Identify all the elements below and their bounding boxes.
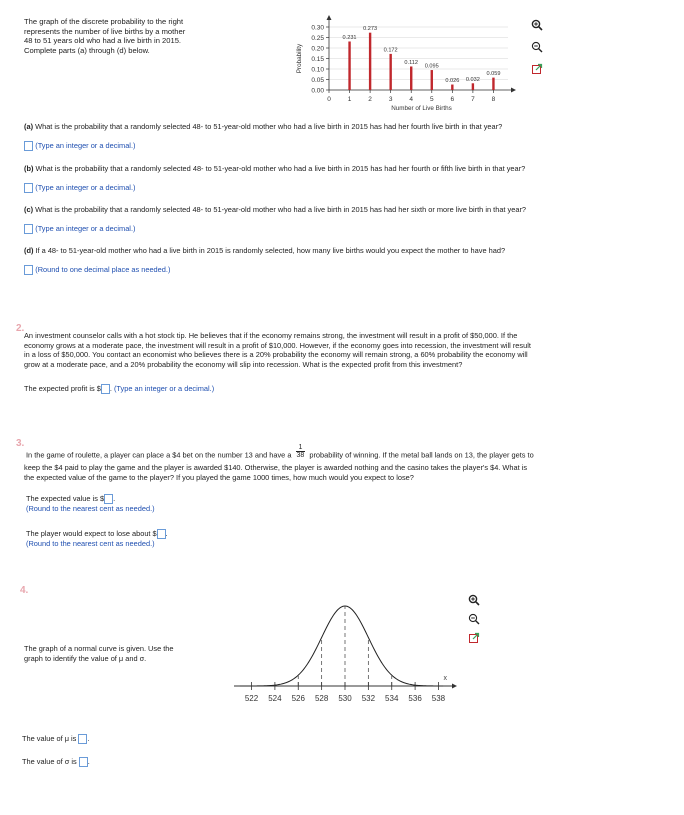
x-tick-label: 3 [388, 96, 393, 103]
part-c-answer-box[interactable] [24, 224, 33, 234]
x-tick-label: 538 [431, 694, 446, 703]
q2-hint: (Type an integer or a decimal.) [113, 384, 215, 393]
bar [451, 85, 453, 90]
q3-first-line [24, 440, 669, 460]
x-tick-label: 526 [291, 694, 305, 703]
q1-intro-line: Complete parts (a) through (d) below. [24, 45, 150, 55]
x-axis-label: Number of Live Births [391, 105, 452, 112]
q3-text-line: the expected value of the game to the player? If you played the game 1000 times, how much would you expect to lose? [24, 472, 414, 482]
q1-intro [24, 17, 244, 55]
part-b-answer-box[interactable] [24, 183, 33, 193]
q1-intro-line: The graph of the discrete probability to the right [24, 17, 184, 26]
q3-number-badge: 3. [16, 438, 25, 449]
q1-intro-line: represents the number of live births by a mother [24, 26, 186, 36]
bar [348, 41, 350, 90]
y-tick-label: 0.20 [311, 45, 324, 53]
x-tick-label: 7 [471, 96, 475, 103]
x-tick-label: 534 [385, 694, 399, 703]
x-tick-label: 6 [450, 96, 455, 103]
part-a-answer-box[interactable] [24, 141, 33, 151]
mu-row: The value of μ is . [22, 734, 90, 743]
sigma-row: The value of σ is . [22, 757, 90, 766]
x-tick-label: 528 [314, 694, 329, 703]
y-tick-label: 0.25 [311, 35, 324, 42]
bar-data-label: 0.032 [465, 76, 480, 83]
part-d-answer-box[interactable] [24, 265, 33, 275]
part-b-hint: (Type an integer or a decimal.) [35, 183, 136, 193]
bar-data-label: 0.172 [383, 47, 398, 54]
fraction-denominator: 38 [296, 452, 305, 459]
discrete-probability-chart [292, 14, 527, 114]
part-question: (a) What is the probability that a randomly selected 48- to 51-year-old mother who had a live birth in 2015 has had her fourth live birth in that year? [24, 122, 503, 131]
y-axis-arrow [327, 15, 332, 20]
expected-loss-input[interactable] [157, 529, 166, 539]
y-axis-label: Probability [296, 43, 303, 74]
x-tick-label: 522 [244, 694, 259, 703]
x-tick-label: 524 [268, 694, 282, 703]
y-tick-label: 0.05 [311, 77, 324, 84]
q4-intro [24, 644, 224, 664]
q1-part-d [24, 246, 664, 255]
q2-number-badge: 2. [16, 323, 25, 334]
expected-value-input[interactable] [104, 494, 113, 504]
bar [369, 33, 371, 90]
mu-label: The value of μ is [22, 734, 77, 743]
q3-text-line: keep the $4 paid to play the game and the player is awarded $140. Otherwise, the player is awarded nothing and the casino takes the player's $4. What is [24, 463, 528, 472]
q4-intro-line: The graph of a normal curve is given. Use the [24, 644, 174, 653]
bar-data-label: 0.059 [486, 71, 501, 78]
mu-input[interactable] [78, 734, 87, 744]
bar [389, 54, 391, 90]
q2-text-line: economy grows at a moderate pace, the investment will result in a profit of $10,000. However, if the economy goes into recession, the investment will result [24, 340, 531, 350]
q3-ev-hint: (Round to the nearest cent as needed.) [26, 504, 155, 514]
part-c-hint: (Type an integer or a decimal.) [35, 224, 136, 234]
bar-data-label: 0.231 [342, 34, 357, 41]
part-question: (d) If a 48- to 51-year-old mother who had a live birth in 2015 is randomly selected, how many live births would you expect the mother to have had? [24, 246, 506, 255]
x-tick-label: 530 [338, 694, 352, 703]
q3-ev-prefix: The expected value is $ [26, 494, 105, 503]
fraction-numerator: 1 [296, 444, 306, 452]
q1-part-a [24, 122, 664, 131]
part-a-hint: (Type an integer or a decimal.) [35, 141, 136, 151]
q2-text [24, 331, 664, 369]
q3-ev-row: The expected value is $ . [26, 494, 116, 503]
bar [431, 70, 433, 90]
x-tick-label: 536 [408, 694, 422, 703]
q3-text-before: In the game of roulette, a player can place a $4 bet on the number 13 and have a [26, 450, 292, 460]
normal-curve [240, 606, 443, 686]
q3-text [24, 440, 669, 482]
q1-part-d-answer-row [24, 265, 170, 275]
q2-text-line: in a loss of $50,000. You contact an economist who believes there is a 20% probability the economy will remain strong, a 60% probability the economy will [24, 350, 528, 359]
bar-data-label: 0.273 [363, 26, 378, 33]
q1-part-c [24, 205, 664, 214]
bar [472, 83, 474, 90]
x-tick-label: 2 [368, 96, 372, 103]
x-tick-label: 0 [327, 96, 331, 103]
part-question: (b) What is the probability that a randomly selected 48- to 51-year-old mother who had a live birth in 2015 has had her fourth or fifth live birth in that year? [24, 164, 526, 173]
x-tick-label: 5 [429, 96, 434, 103]
probability-fraction [296, 444, 306, 459]
q4-intro-line: graph to identify the value of μ and σ. [24, 654, 147, 663]
q4-number-badge: 4. [20, 585, 29, 596]
y-tick-label: 0.30 [311, 24, 324, 32]
zoom-in-icon[interactable] [531, 19, 543, 31]
zoom-out-icon[interactable] [531, 41, 543, 53]
q2-answer-prefix: The expected profit is $ [24, 384, 101, 393]
q3-ev-block [26, 494, 155, 514]
q1-part-c-answer-row [24, 224, 135, 234]
normal-curve-chart [228, 592, 463, 722]
q1-part-a-answer-row [24, 141, 135, 151]
q2-answer-row [24, 384, 214, 394]
y-tick-label: 0.15 [311, 56, 324, 63]
q3-lose-row: The player would expect to lose about $ . [26, 529, 168, 538]
q1-part-b-answer-row [24, 183, 135, 193]
bar-data-label: 0.112 [404, 59, 419, 66]
sigma-input[interactable] [79, 757, 88, 767]
y-tick-label: 0.00 [311, 87, 324, 95]
part-question: (c) What is the probability that a randomly selected 48- to 51-year-old mother who had a live birth in 2015 has had her sixth or more live birth in that year? [24, 205, 527, 214]
q3-lose-hint: (Round to the nearest cent as needed.) [26, 539, 155, 549]
x-tick-label: 1 [347, 96, 352, 103]
q2-text-line: An investment counselor calls with a hot stock tip. He believes that if the economy remains strong, the investment will result in a profit of $50,000. If the [24, 331, 518, 340]
x-axis-arrow [452, 684, 457, 689]
zoom-in-icon[interactable] [468, 594, 480, 606]
x-tick-label: 532 [361, 694, 376, 703]
bar [410, 66, 412, 90]
q1-part-b [24, 164, 664, 173]
q3-text-after: probability of winning. If the metal ball lands on 13, the player gets to [309, 450, 534, 460]
x-axis-label: x [443, 675, 447, 682]
q3-lose-block [26, 529, 168, 549]
q1-intro-line: 48 to 51 years old who had a live birth in 2015. [24, 36, 182, 45]
popout-icon[interactable] [468, 632, 480, 644]
q2-answer-suffix: . [109, 384, 112, 393]
popout-icon[interactable] [531, 63, 543, 75]
zoom-out-icon[interactable] [468, 613, 480, 625]
x-tick-label: 4 [409, 96, 414, 103]
bar-data-label: 0.026 [445, 78, 460, 85]
x-tick-label: 8 [491, 96, 496, 103]
sigma-label: The value of σ is [22, 757, 77, 766]
bar [492, 78, 494, 90]
expected-profit-input[interactable] [101, 384, 110, 394]
q2-text-line: grow at a moderate pace, and a 20% probability the economy will slip into recession. What is the expected profit from this investment? [24, 359, 463, 369]
part-d-hint: (Round to one decimal place as needed.) [35, 265, 171, 275]
y-tick-label: 0.10 [311, 66, 324, 74]
q3-lose-prefix: The player would expect to lose about $ [26, 529, 157, 538]
bar-data-label: 0.095 [424, 63, 439, 70]
x-axis-arrow [511, 88, 516, 93]
